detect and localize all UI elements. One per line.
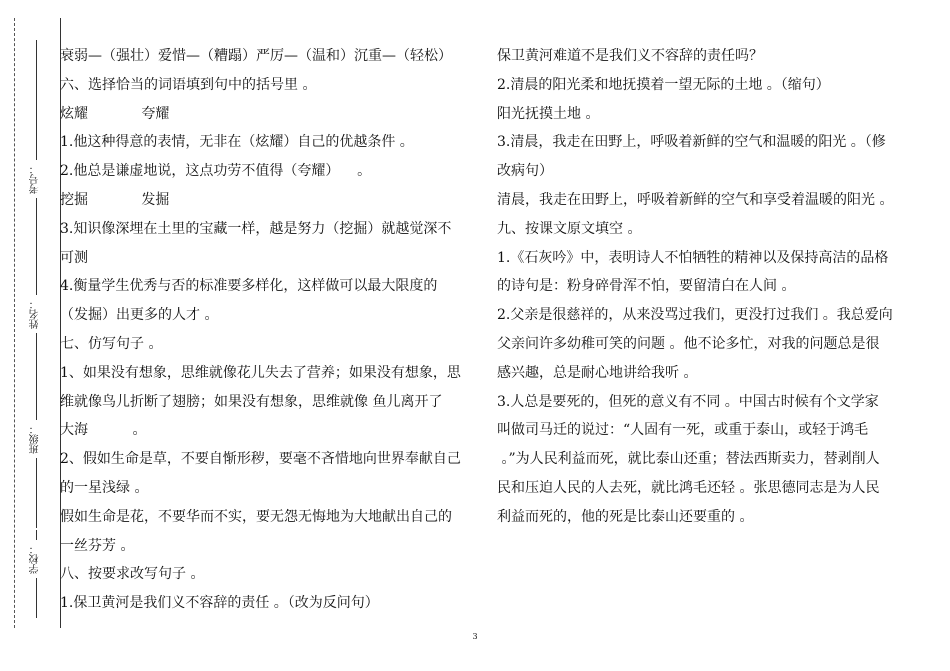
text-line: 的诗句是：粉身碎骨浑不怕，要留清白在人间 。	[497, 278, 796, 295]
text-line: 清晨，我走在田野上，呼吸着新鲜的空气和享受着温暖的阳光 。	[497, 191, 894, 208]
text-line: 1.他这种得意的表情，无非在（炫耀）自己的优越条件 。	[60, 134, 414, 151]
text-line: 保卫黄河难道不是我们义不容辞的责任吗？	[497, 48, 763, 64]
text-line: 改病句）	[497, 163, 553, 180]
text-line: 2.清晨的阳光柔和地抚摸着一望无际的土地 。（缩句）	[497, 76, 830, 93]
text-line: 的一星浅绿 。	[60, 479, 149, 496]
text-line: 1.保卫黄河是我们义不容辞的责任 。（改为反问句）	[60, 595, 379, 612]
section-heading: 七、仿写句子 。	[60, 335, 163, 352]
section-heading: 八、按要求改写句子 。	[60, 566, 205, 583]
binding-dashed-line	[14, 18, 15, 628]
name-field	[26, 255, 46, 403]
text-line: 一丝芬芳 。	[60, 537, 135, 554]
text-line: 维就像鸟儿折断了翅膀；如果没有想象，思维就像 鱼儿离开了	[60, 393, 443, 410]
name-label: 姓名：	[30, 299, 41, 329]
text-line: 3.人总是要死的，但死的意义有不同 。中国古时候有个文学家	[497, 393, 879, 410]
text-line: 父亲问许多幼稚可笑的问题 。他不论多忙，对我的问题总是很	[497, 335, 880, 352]
text-line: 大海 。	[60, 422, 147, 439]
left-column	[60, 42, 482, 618]
text-line: 衰弱—（强壮）爱惜—（糟蹋）严厉—（温和）沉重—（轻松）	[60, 48, 452, 64]
text-line: 阳光抚摸土地 。	[497, 105, 600, 122]
page-number: 3	[472, 632, 478, 641]
text-line: 2、假如生命是草，不要自惭形秽，要毫不吝惜地向世界奉献自己	[60, 451, 461, 468]
exam-no-label: 考号：	[30, 164, 41, 194]
text-line: 假如生命是花，不要华而不实，要无怨无悔地为大地献出自己的	[60, 508, 452, 525]
text-line: 2.他总是谦虚地说，这点功劳不值得（夸耀） 。	[60, 163, 372, 180]
class-field	[26, 400, 46, 528]
school-field	[26, 530, 46, 618]
text-line: 2.父亲是很慈祥的，从来没骂过我们，更没打过我们 。我总爱向	[497, 307, 893, 324]
text-line: 1.《石灰吟》中，表明诗人不怕牺牲的精神以及保持高洁的品格	[497, 249, 889, 266]
text-line: 利益而死的，他的死是比泰山还要重的 。	[497, 508, 754, 525]
text-line: 3.清晨，我走在田野上，呼吸着新鲜的空气和温暖的阳光 。（修	[497, 134, 886, 151]
text-line: 4.衡量学生优秀与否的标准要多样化，这样做可以最大限度的	[60, 278, 438, 295]
school-label: 学校：	[30, 544, 41, 574]
text-line: 1、如果没有想象，思维就像花儿失去了营养；如果没有想象，思	[60, 364, 461, 381]
text-line: 感兴趣，总是耐心地讲给我听 。	[497, 364, 698, 381]
section-heading: 九、按课文原文填空 。	[497, 220, 642, 237]
text-line: 可测	[60, 249, 88, 266]
text-line: 叫做司马迁的说过：“人固有一死，或重于泰山，或轻于鸿毛	[497, 422, 869, 439]
text-line: （发掘）出更多的人才 。	[60, 307, 219, 324]
text-line: 民和压迫人民的人去死，就比鸿毛还轻 。张思德同志是为人民	[497, 479, 880, 496]
exam-no-field	[26, 40, 46, 268]
class-label: 班级：	[30, 424, 41, 454]
right-column	[497, 42, 922, 532]
text-line: 。”为人民利益而死，就比泰山还重；替法西斯卖力，替剥削人	[497, 451, 880, 468]
text-line: 3.知识像深埋在土里的宝藏一样，越是努力（挖掘）就越觉深不	[60, 220, 452, 237]
word-options: 炫耀 夸耀	[60, 105, 170, 122]
section-heading: 六、选择恰当的词语填到句中的括号里 。	[60, 76, 317, 93]
word-options: 挖掘 发掘	[60, 191, 170, 208]
